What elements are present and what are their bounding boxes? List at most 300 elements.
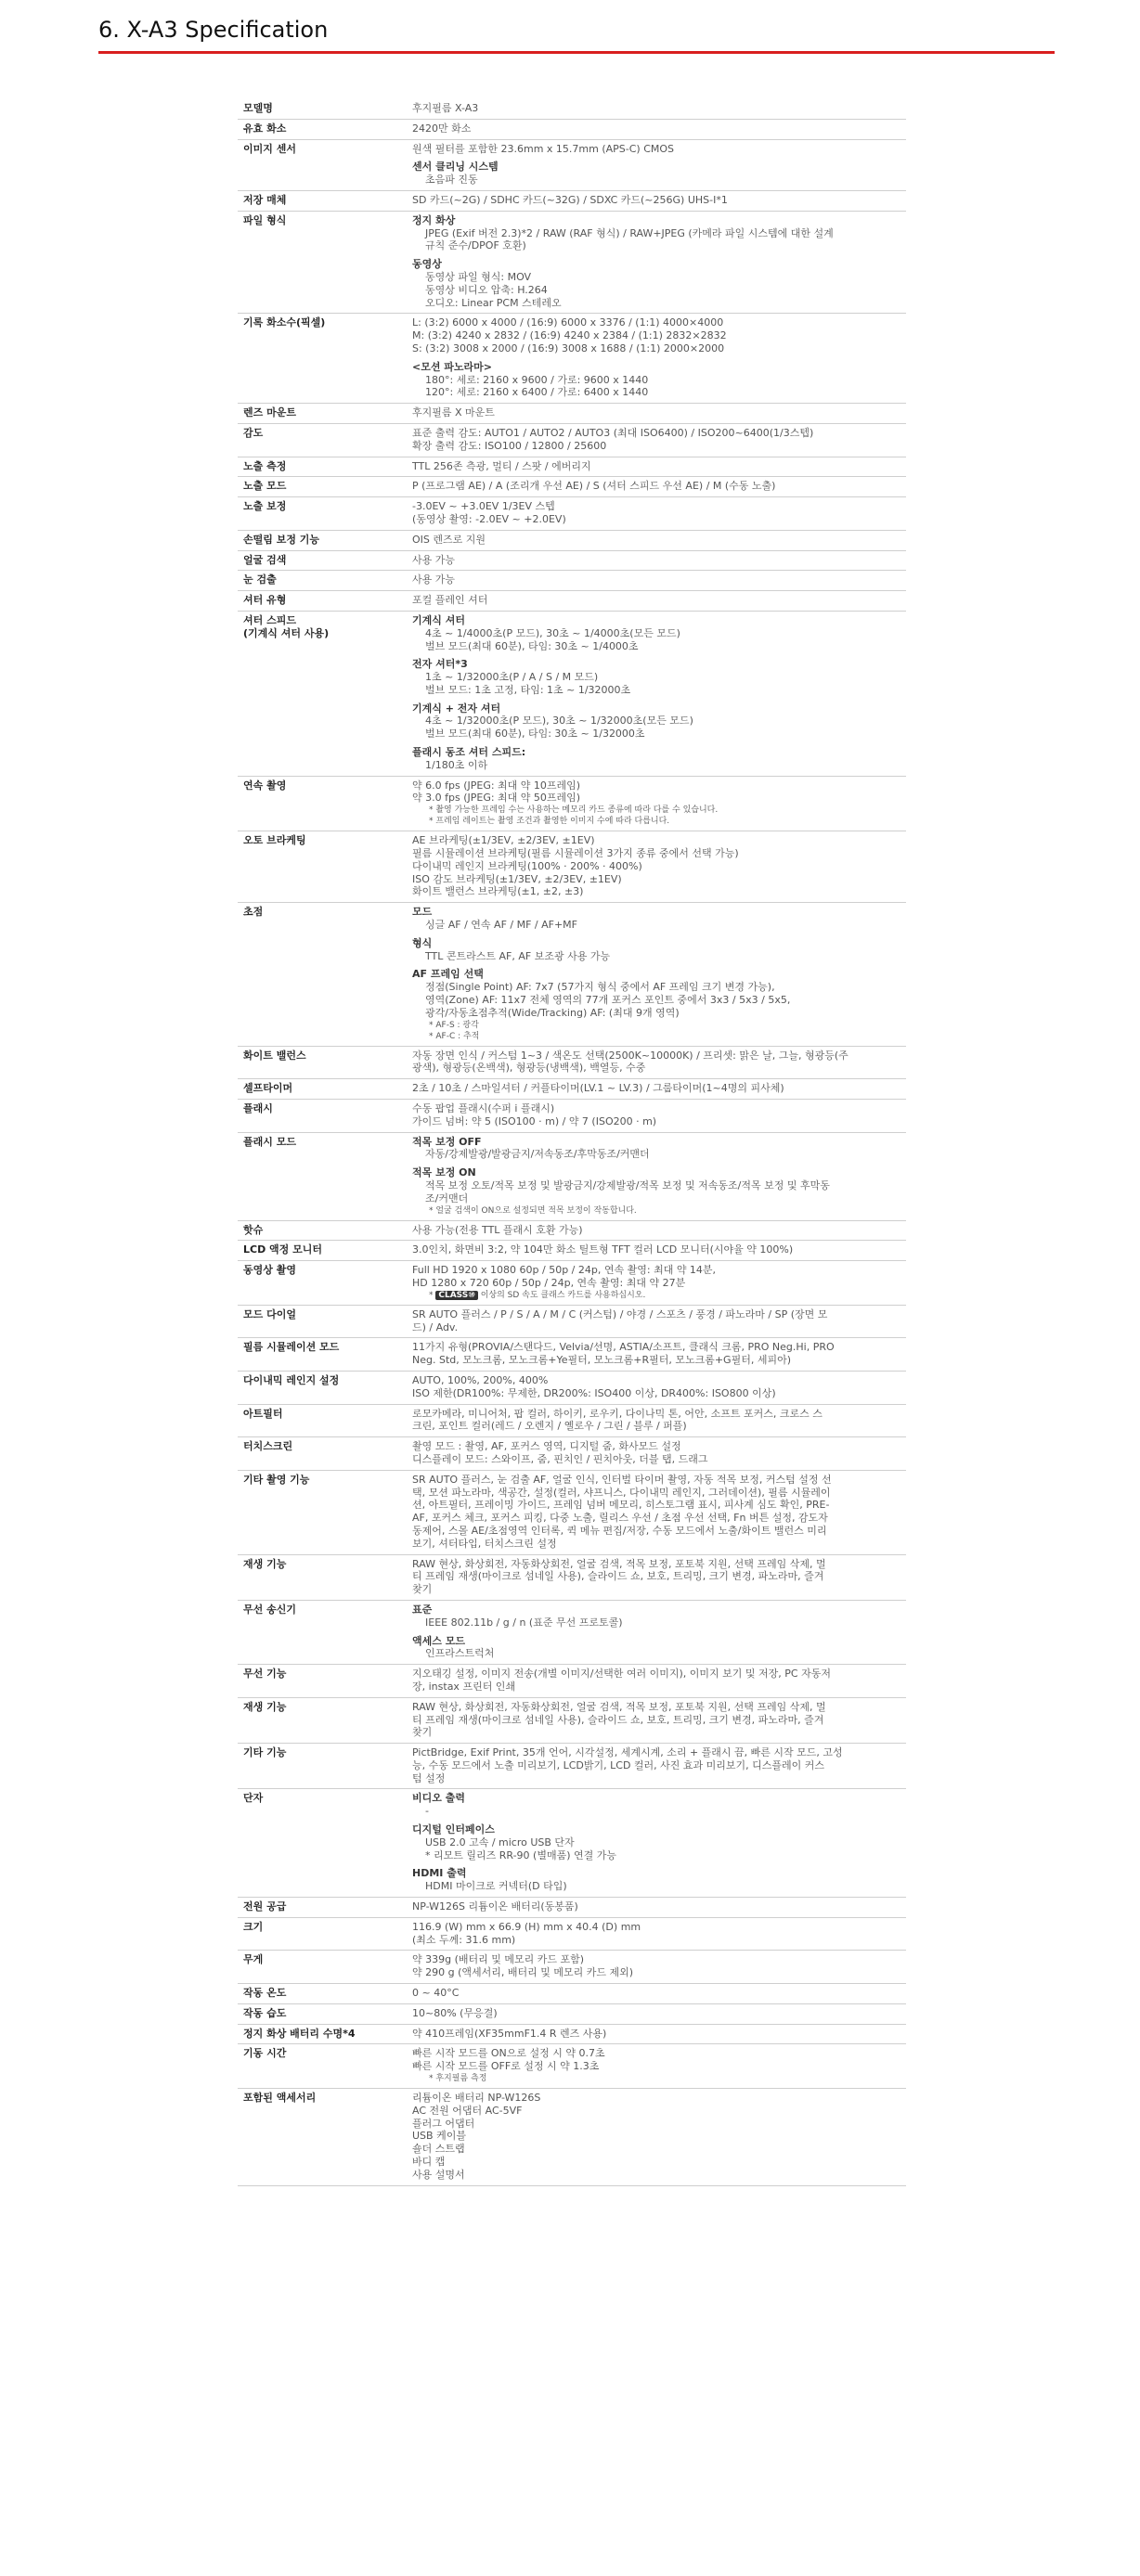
spec-label (238, 1437, 407, 1471)
spec-value-line: 찾기 (412, 1583, 433, 1596)
spec-value (407, 139, 906, 190)
spec-value-line: USB 케이블 (412, 2130, 466, 2143)
spec-label (238, 611, 407, 776)
spec-label (238, 1600, 407, 1664)
spec-label-line: 전원 공급 (243, 1900, 287, 1913)
spec-label (238, 1665, 407, 1698)
spec-value-line: 약 3.0 fps (JPEG: 최대 약 50프레임) (412, 792, 581, 805)
spec-value-line: 4초 ~ 1/32000초(P 모드), 30초 ~ 1/32000초(모든 모드) (425, 715, 693, 728)
spec-value-line: 표준 출력 감도: AUTO1 / AUTO2 / AUTO3 (최대 ISO6400) / ISO200~6400(1/3스텝) (412, 426, 814, 439)
spec-value-line: 디스플레이 모드: 스와이프, 줌, 핀치인 / 핀치아웃, 더블 탭, 드래그 (412, 1452, 708, 1465)
spec-value-line: M: (3:2) 4240 x 2832 / (16:9) 4240 x 2384 / (1:1) 2832×2832 (412, 329, 727, 342)
spec-row (238, 99, 906, 119)
spec-value (407, 1220, 906, 1241)
spec-label-line: 오토 브라케팅 (243, 834, 306, 847)
spec-value (407, 530, 906, 550)
spec-subheading: 센서 클리닝 시스템 (412, 161, 499, 174)
spec-value (407, 1437, 906, 1471)
spec-value-line: 사용 가능(전용 TTL 플래시 호환 가능) (412, 1223, 583, 1236)
spec-label-line: 동영상 촬영 (243, 1264, 296, 1277)
spec-value (407, 1338, 906, 1372)
spec-value-line: 11가지 유형(PROVIA/스탠다드, Velvia/선명, ASTIA/소프트, 클래식 크롬, PRO Neg.Hi, PRO (412, 1341, 835, 1354)
spec-value-line: 벌브 모드(최대 60분), 타임: 30초 ~ 1/4000초 (425, 639, 639, 652)
spec-value (407, 776, 906, 831)
spec-row (238, 477, 906, 497)
spec-label (238, 1305, 407, 1338)
spec-value (407, 2024, 906, 2044)
spec-value-line: 로모카메라, 미니어처, 팝 컬러, 하이키, 로우키, 다이나믹 톤, 어안, 소프트 포커스, 크로스 스 (412, 1407, 823, 1420)
spec-subheading: 전자 셔터*3 (412, 658, 468, 671)
spec-row (238, 530, 906, 550)
spec-value-line: 포컬 플레인 셔터 (412, 594, 488, 607)
spec-subheading: 플래시 동조 셔터 스피드: (412, 746, 526, 759)
spec-label-line: 렌즈 마운트 (243, 406, 296, 419)
spec-note: * 촬영 가능한 프레임 수는 사용하는 메모리 카드 종류에 따라 다를 수 있습니다. (429, 805, 719, 816)
spec-value (407, 99, 906, 119)
spec-value (407, 497, 906, 531)
spec-label (238, 99, 407, 119)
spec-label-line: 터치스크린 (243, 1440, 293, 1453)
spec-value-line: 2420만 화소 (412, 122, 472, 135)
spec-value (407, 1789, 906, 1898)
spec-value-line: 116.9 (W) mm x 66.9 (H) mm x 40.4 (D) mm (412, 1920, 641, 1933)
spec-label (238, 1697, 407, 1743)
spec-label-line: 노출 모드 (243, 480, 287, 493)
spec-value (407, 1132, 906, 1220)
spec-value-line: - (425, 1805, 429, 1818)
spec-row (238, 611, 906, 776)
spec-value (407, 211, 906, 314)
spec-row (238, 1697, 906, 1743)
spec-value-line: 영역(Zone) AF: 11x7 전체 영역의 77개 포커스 포인트 중에서 3x3 / 5x3 / 5x5, (425, 994, 791, 1007)
spec-value (407, 1984, 906, 2004)
spec-label-line: 셀프타이머 (243, 1082, 293, 1095)
spec-value-line: SD 카드(~2G) / SDHC 카드(~32G) / SDXC 카드(~256G) UHS-I*1 (412, 193, 728, 206)
spec-label (238, 1984, 407, 2004)
spec-label-line: 작동 온도 (243, 1987, 287, 2000)
spec-value (407, 1046, 906, 1079)
spec-label-line: 필름 시뮬레이션 모드 (243, 1341, 340, 1354)
spec-row (238, 423, 906, 457)
note-asterisk: * (429, 1290, 436, 1300)
spec-value (407, 1404, 906, 1437)
spec-value (407, 2089, 906, 2186)
spec-label (238, 1789, 407, 1898)
spec-value-line: 빠른 시작 모드를 ON으로 설정 시 약 0.7초 (412, 2047, 605, 2060)
spec-label (238, 571, 407, 591)
spec-value-line: 싱글 AF / 연속 AF / MF / AF+MF (425, 919, 578, 932)
spec-value-line: 약 339g (배터리 및 메모리 카드 포함) (412, 1953, 585, 1966)
spec-row (238, 2024, 906, 2044)
spec-label (238, 1470, 407, 1554)
spec-value-line: IEEE 802.11b / g / n (표준 무선 프로토콜) (425, 1616, 623, 1629)
spec-label (238, 1371, 407, 1404)
spec-label-line: 감도 (243, 426, 264, 439)
spec-value (407, 119, 906, 139)
spec-value-line: HD 1280 x 720 60p / 50p / 24p, 연속 촬영: 최대 약 27분 (412, 1276, 686, 1289)
spec-value-line: 약 410프레임(XF35mmF1.4 R 렌즈 사용) (412, 2027, 607, 2040)
spec-value-line: 인프라스트럭처 (425, 1647, 495, 1660)
spec-row (238, 190, 906, 211)
spec-value-line: 사용 가능 (412, 573, 456, 586)
spec-label (238, 2089, 407, 2186)
spec-subheading: 액세스 모드 (412, 1634, 465, 1647)
spec-label-line: 무선 기능 (243, 1668, 287, 1681)
spec-subheading: 기계식 셔터 (412, 613, 465, 626)
spec-value-line: L: (3:2) 6000 x 4000 / (16:9) 6000 x 3376 / (1:1) 4000×4000 (412, 316, 724, 329)
spec-row (238, 1554, 906, 1600)
spec-note: * AF-C : 추적 (429, 1031, 480, 1041)
spec-row (238, 404, 906, 424)
spec-label-line: 작동 습도 (243, 2006, 287, 2019)
spec-value (407, 831, 906, 903)
spec-value-line: 티 프레임 재생(마이크로 섬네일 사용), 슬라이드 쇼, 보호, 트리밍, 크기 변경, 파노라마, 즐겨 (412, 1713, 824, 1726)
spec-label-line: 눈 검출 (243, 573, 277, 586)
spec-value-line: 1/180초 이하 (425, 758, 488, 771)
spec-value-line: 동제어, 스몰 AE/초점영역 인터록, 퀵 메뉴 편집/저장, 수동 모드에서 노출/화이트 밸런스 미리 (412, 1524, 827, 1537)
spec-row (238, 831, 906, 903)
spec-value (407, 1261, 906, 1306)
spec-value (407, 477, 906, 497)
spec-value-line: USB 2.0 고속 / micro USB 단자 (425, 1835, 575, 1848)
spec-label (238, 119, 407, 139)
spec-value (407, 1554, 906, 1600)
spec-row (238, 1789, 906, 1898)
title-divider (98, 51, 1055, 54)
spec-value-line: 동영상 비디오 압축: H.264 (425, 283, 548, 296)
spec-value-line: 사용 가능 (412, 553, 456, 566)
spec-row (238, 2089, 906, 2186)
spec-label-line: 기타 촬영 기능 (243, 1473, 310, 1486)
spec-row (238, 2003, 906, 2024)
spec-value (407, 1697, 906, 1743)
spec-row (238, 1100, 906, 1133)
spec-value-line: 180°: 세로: 2160 x 9600 / 가로: 9600 x 1440 (425, 373, 649, 386)
spec-value-line: AC 전원 어댑터 AC-5VF (412, 2104, 523, 2117)
spec-value-line: * 리모트 릴리즈 RR-90 (별매품) 연결 가능 (425, 1848, 617, 1861)
spec-label-line: 연속 촬영 (243, 779, 287, 792)
spec-value-line: (최소 두께: 31.6 mm) (412, 1933, 516, 1946)
spec-label (238, 1132, 407, 1220)
spec-label (238, 1220, 407, 1241)
spec-value-line: 정점(Single Point) AF: 7x7 (57가지 형식 중에서 AF 프레임 크기 변경 가능), (425, 981, 775, 994)
spec-value-line: 플러그 어댑터 (412, 2117, 475, 2130)
spec-label (238, 477, 407, 497)
spec-label-line: 기동 시간 (243, 2047, 287, 2060)
spec-value-line: P (프로그램 AE) / A (조리개 우선 AE) / S (셔터 스피드 우선 AE) / M (수동 노출) (412, 480, 776, 493)
spec-value (407, 1100, 906, 1133)
spec-value (407, 1665, 906, 1698)
spec-label (238, 2003, 407, 2024)
spec-label (238, 314, 407, 404)
spec-row (238, 457, 906, 477)
spec-value-line: 션, 아트필터, 프레이밍 가이드, 프레임 넘버 메모리, 히스토그램 표시, 피사계 심도 확인, PRE- (412, 1499, 830, 1512)
spec-subheading: 모드 (412, 906, 433, 919)
spec-value-line: 장, instax 프린터 인쇄 (412, 1680, 516, 1693)
spec-value-line: 다이내믹 레인지 브라케팅(100% · 200% · 400%) (412, 859, 642, 872)
spec-label (238, 1898, 407, 1918)
spec-label (238, 190, 407, 211)
spec-label-line: 저장 매체 (243, 193, 287, 206)
spec-label-line: 화이트 밸런스 (243, 1049, 306, 1062)
spec-row (238, 1079, 906, 1100)
spec-label-line: 기타 기능 (243, 1746, 287, 1759)
spec-label-line: 셔터 스피드 (243, 613, 296, 626)
spec-value-line: 약 6.0 fps (JPEG: 최대 약 10프레임) (412, 779, 581, 792)
spec-label (238, 1554, 407, 1600)
spec-label (238, 591, 407, 612)
spec-value-line: 오디오: Linear PCM 스테레오 (425, 296, 562, 309)
spec-label-line: 무선 송신기 (243, 1603, 296, 1616)
spec-subheading: AF 프레임 선택 (412, 968, 484, 981)
spec-label-line: 기록 화소수(픽셀) (243, 316, 326, 329)
spec-value-line: (동영상 촬영: -2.0EV ~ +2.0EV) (412, 512, 566, 525)
spec-row (238, 1437, 906, 1471)
class-note (412, 1290, 900, 1301)
spec-row (238, 1600, 906, 1664)
spec-value-line: OIS 렌즈로 지원 (412, 533, 486, 546)
spec-label-line: 모델명 (243, 102, 273, 114)
spec-value (407, 1305, 906, 1338)
spec-value-line: 자동 장면 인식 / 커스텀 1~3 / 색온도 선택(2500K~10000K) / 프리셋: 맑은 날, 그늘, 형광등(주 (412, 1049, 849, 1062)
spec-label (238, 1079, 407, 1100)
spec-row (238, 1898, 906, 1918)
spec-label-line: 이미지 센서 (243, 142, 296, 155)
spec-label (238, 404, 407, 424)
spec-label (238, 457, 407, 477)
sd-speed-class-logo-icon: CLASS⑩ (435, 1291, 478, 1300)
spec-row (238, 211, 906, 314)
spec-row (238, 1046, 906, 1079)
spec-value-line: 자동/강제발광/발광금지/저속동조/후막동조/커맨더 (425, 1148, 650, 1161)
spec-value-line: 지오태깅 설정, 이미지 전송(개별 이미지/선택한 여러 이미지), 이미지 보기 및 저장, PC 자동저 (412, 1668, 831, 1681)
spec-row (238, 1984, 906, 2004)
spec-label-line: 셔터 유형 (243, 594, 287, 607)
spec-value-line: 리튬이온 배터리 NP-W126S (412, 2092, 541, 2105)
spec-row (238, 1261, 906, 1306)
spec-value-line: 후지필름 X-A3 (412, 102, 479, 114)
spec-label-line: 노출 측정 (243, 459, 287, 472)
spec-label (238, 776, 407, 831)
spec-value-line: 드) / Adv. (412, 1320, 459, 1333)
spec-label (238, 530, 407, 550)
spec-value-line: 택, 모션 파노라마, 색공간, 설정(컬러, 샤프니스, 다이내믹 레인지, 그러데이션), 필름 시뮬레이 (412, 1486, 831, 1499)
spec-value-line: 초음파 진동 (425, 174, 478, 187)
spec-value (407, 1898, 906, 1918)
spec-row (238, 1404, 906, 1437)
spec-value-line: 동영상 파일 형식: MOV (425, 270, 532, 283)
spec-note: * AF-S : 광각 (429, 1020, 479, 1030)
spec-value-line: 확장 출력 감도: ISO100 / 12800 / 25600 (412, 439, 607, 452)
spec-value-line: 광색), 형광등(온백색), 형광등(냉백색), 백열등, 수중 (412, 1062, 646, 1075)
spec-value-line: 필름 시뮬레이션 브라케팅(필름 시뮬레이션 3가지 종류 중에서 선택 가능) (412, 847, 739, 860)
spec-value-line: 텀 설정 (412, 1771, 446, 1784)
spec-label (238, 2024, 407, 2044)
spec-subheading: HDMI 출력 (412, 1867, 467, 1880)
spec-label (238, 139, 407, 190)
spec-subheading: <모션 파노라마> (412, 360, 493, 373)
spec-value-line: AE 브라케팅(±1/3EV, ±2/3EV, ±1EV) (412, 834, 595, 847)
spec-label (238, 1951, 407, 1984)
spec-row (238, 776, 906, 831)
spec-value-line: 벌브 모드: 1초 고정, 타임: 1초 ~ 1/32000초 (425, 683, 631, 696)
spec-note: * 후지필름 측정 (429, 2074, 487, 2084)
spec-note: * 얼굴 검색이 ON으로 설정되면 적목 보정이 작동합니다. (429, 1205, 637, 1216)
spec-row (238, 1220, 906, 1241)
spec-value-line: AUTO, 100%, 200%, 400% (412, 1373, 549, 1386)
spec-subheading: 적목 보정 OFF (412, 1135, 482, 1148)
spec-value (407, 1079, 906, 1100)
spec-label-line: 핫슈 (243, 1223, 264, 1236)
spec-value-line: 보기, 셔터타입, 터치스크린 설정 (412, 1537, 557, 1550)
spec-label-line: 다이내믹 레인지 설정 (243, 1373, 340, 1386)
spec-value (407, 404, 906, 424)
spec-value-line: 10~80% (무응결) (412, 2006, 498, 2019)
spec-row (238, 1744, 906, 1789)
spec-value (407, 1470, 906, 1554)
spec-value-line: ISO 감도 브라케팅(±1/3EV, ±2/3EV, ±1EV) (412, 872, 622, 885)
spec-label (238, 1100, 407, 1133)
class-note-text: 이상의 SD 속도 클래스 카드를 사용하십시오. (477, 1290, 646, 1300)
spec-value-line: 원색 필터를 포함한 23.6mm x 15.7mm (APS-C) CMOS (412, 142, 675, 155)
spec-label-line: 재생 기능 (243, 1700, 287, 1713)
spec-row (238, 1338, 906, 1372)
spec-value-line: SR AUTO 플러스 / P / S / A / M / C (커스텀) / 야경 / 스포츠 / 풍경 / 파노라마 / SP (장면 모 (412, 1307, 828, 1320)
spec-label-line: 단자 (243, 1792, 264, 1805)
spec-value-line: 바디 캡 (412, 2156, 446, 2169)
spec-value-line: 화이트 밸런스 브라케팅(±1, ±2, ±3) (412, 885, 584, 898)
spec-label-line: 파일 형식 (243, 213, 287, 226)
spec-value-line: RAW 현상, 화상회전, 자동화상회전, 얼굴 검색, 적목 보정, 포토북 지원, 선택 프레임 삭제, 멀 (412, 1700, 826, 1713)
spec-subheading: 형식 (412, 936, 433, 949)
spec-value (407, 314, 906, 404)
spec-value-line: 120°: 세로: 2160 x 6400 / 가로: 6400 x 1440 (425, 386, 649, 399)
spec-value (407, 611, 906, 776)
spec-value-line: 4초 ~ 1/4000초(P 모드), 30초 ~ 1/4000초(모든 모드) (425, 626, 680, 639)
spec-value-line: HDMI 마이크로 커넥터(D 타입) (425, 1880, 567, 1893)
spec-note: * 프레임 레이트는 촬영 조건과 촬영한 이미지 수에 따라 다릅니다. (429, 817, 670, 827)
spec-row (238, 2044, 906, 2089)
spec-table (238, 99, 906, 2186)
spec-value (407, 423, 906, 457)
spec-label (238, 1261, 407, 1306)
spec-row (238, 1951, 906, 1984)
spec-label (238, 1338, 407, 1372)
spec-label-line: 유효 화소 (243, 122, 287, 135)
spec-row (238, 1241, 906, 1261)
spec-label-line: 얼굴 검색 (243, 553, 287, 566)
spec-label-line: LCD 액정 모니터 (243, 1243, 323, 1256)
spec-label-line: 플래시 모드 (243, 1135, 296, 1148)
page-title: 6. X-A3 Specification (98, 17, 329, 43)
spec-value-line: 찾기 (412, 1726, 433, 1739)
spec-value-line: Neg. Std, 모노크롬, 모노크롬+Ye필터, 모노크롬+R필터, 모노크롬+G필터, 세피아) (412, 1354, 791, 1367)
spec-value (407, 571, 906, 591)
spec-row (238, 591, 906, 612)
spec-value-line: PictBridge, Exif Print, 35개 언어, 시각설정, 세계시계, 소리 + 플래시 끔, 빠른 시작 모드, 고성 (412, 1746, 843, 1759)
spec-value-line: 촬영 모드 : 촬영, AF, 포커스 영역, 디지털 줌, 화사모드 설정 (412, 1440, 681, 1453)
spec-label-line: 플래시 (243, 1102, 273, 1115)
spec-value (407, 1917, 906, 1951)
spec-table-body (238, 99, 906, 2185)
spec-value-line: 광각/자동초점추적(Wide/Tracking) AF: (최대 9개 영역) (425, 1006, 680, 1019)
spec-subheading: 비디오 출력 (412, 1792, 465, 1805)
spec-value-line: 0 ~ 40°C (412, 1987, 460, 2000)
spec-label (238, 1917, 407, 1951)
spec-label (238, 831, 407, 903)
spec-subheading: 표준 (412, 1603, 433, 1616)
spec-label-line: 무게 (243, 1953, 264, 1966)
spec-value-line: JPEG (Exif 버전 2.3)*2 / RAW (RAF 형식) / RAW+JPEG (카메라 파일 시스템에 대한 설계 (425, 226, 834, 239)
spec-value-line: 티 프레임 재생(마이크로 섬네일 사용), 슬라이드 쇼, 보호, 트리밍, 크기 변경, 파노라마, 즐겨 (412, 1570, 824, 1583)
spec-value-line: 벌브 모드(최대 60분), 타임: 30초 ~ 1/32000초 (425, 728, 645, 741)
spec-row (238, 1917, 906, 1951)
spec-value-line: 숄더 스트랩 (412, 2143, 465, 2156)
spec-label-line: 크기 (243, 1920, 264, 1933)
spec-value-line: TTL 256존 측광, 멀티 / 스팟 / 에버리지 (412, 459, 591, 472)
spec-subheading: 동영상 (412, 258, 442, 271)
spec-row (238, 139, 906, 190)
spec-value-line: 약 290 g (액세서리, 배터리 및 메모리 카드 제외) (412, 1966, 634, 1979)
spec-label-line: 모드 다이얼 (243, 1307, 296, 1320)
spec-row (238, 550, 906, 571)
spec-value-line: 적목 보정 오토/적목 보정 및 발광금지/강제발광/적목 보정 및 저속동조/적목 보정 및 후막동 (425, 1179, 830, 1191)
spec-value-line: 사용 설명서 (412, 2168, 465, 2181)
spec-value-line: 조/커맨더 (425, 1191, 469, 1204)
spec-value-line: TTL 콘트라스트 AF, AF 보조광 사용 가능 (425, 949, 611, 962)
spec-subheading: 기계식 + 전자 셔터 (412, 702, 501, 715)
spec-label (238, 2044, 407, 2089)
spec-row (238, 119, 906, 139)
spec-value-line: 가이드 넘버: 약 5 (ISO100 · m) / 약 7 (ISO200 · m) (412, 1114, 657, 1127)
spec-subheading: 디지털 인터페이스 (412, 1823, 495, 1836)
spec-value (407, 1241, 906, 1261)
spec-value (407, 591, 906, 612)
spec-value-line: RAW 현상, 화상회전, 자동화상회전, 얼굴 검색, 적목 보정, 포토북 지원, 선택 프레임 삭제, 멀 (412, 1557, 826, 1570)
spec-value-line: 1초 ~ 1/32000초(P / A / S / M 모드) (425, 671, 599, 684)
spec-value (407, 550, 906, 571)
spec-value-line: SR AUTO 플러스, 눈 검출 AF, 얼굴 인식, 인터벌 타이머 촬영, 자동 적목 보정, 커스텀 설정 선 (412, 1473, 832, 1486)
spec-value (407, 190, 906, 211)
spec-row (238, 1132, 906, 1220)
spec-value-line: S: (3:2) 3008 x 2000 / (16:9) 3008 x 1688 / (1:1) 2000×2000 (412, 341, 725, 354)
spec-label (238, 903, 407, 1046)
spec-label-line: 손떨림 보정 기능 (243, 533, 320, 546)
spec-label (238, 1241, 407, 1261)
spec-label (238, 497, 407, 531)
spec-value-line: Full HD 1920 x 1080 60p / 50p / 24p, 연속 촬영: 최대 약 14분, (412, 1264, 717, 1277)
spec-label (238, 1404, 407, 1437)
spec-label-line: 노출 보정 (243, 500, 287, 513)
spec-label (238, 211, 407, 314)
spec-row (238, 1305, 906, 1338)
spec-row (238, 1371, 906, 1404)
spec-value-line: AF, 포커스 체크, 포커스 피킹, 다중 노출, 릴리스 우선 / 초점 우선 선택, Fn 버튼 설정, 감도자 (412, 1512, 828, 1525)
spec-row (238, 1665, 906, 1698)
spec-label (238, 1744, 407, 1789)
spec-label-line: 초점 (243, 906, 264, 919)
spec-row (238, 1470, 906, 1554)
spec-value (407, 903, 906, 1046)
spec-label-line: (기계식 셔터 사용) (243, 626, 330, 639)
spec-label-line: 포함된 액세서리 (243, 2092, 317, 2105)
spec-value-line: 2초 / 10초 / 스마일셔터 / 커플타이머(LV.1 ~ LV.3) / 그룹타이머(1~4명의 피사체) (412, 1082, 784, 1095)
spec-value (407, 457, 906, 477)
spec-label-line: 재생 기능 (243, 1557, 287, 1570)
spec-value (407, 2044, 906, 2089)
spec-value (407, 1371, 906, 1404)
spec-value-line: 3.0인치, 화면비 3:2, 약 104만 화소 틸트형 TFT 컬러 LCD 모니터(시야율 약 100%) (412, 1243, 794, 1256)
